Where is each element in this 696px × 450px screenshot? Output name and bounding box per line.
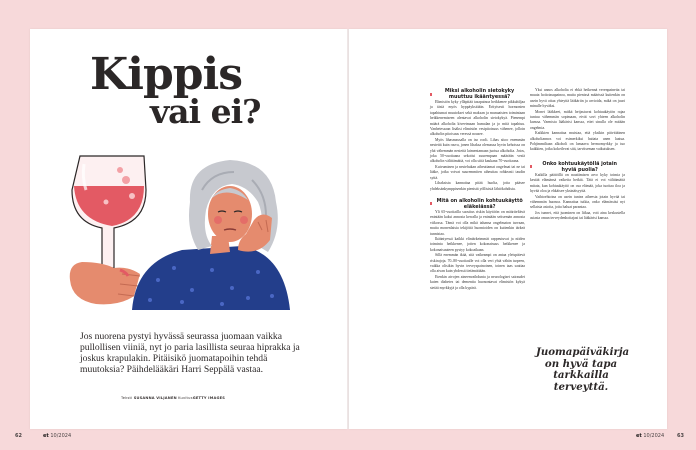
article-credits	[121, 396, 225, 400]
page-number-right: 63	[677, 433, 684, 439]
subheading-1: Miksi alkoholin sietokyky muuttuu ikääntyessä?	[444, 88, 515, 100]
credit-images-label: Kuvitus	[178, 396, 193, 400]
body-column-1	[430, 88, 525, 291]
credit-text-label: Teksti	[121, 396, 133, 400]
headline-line-2: vai ei?	[150, 92, 261, 131]
paragraph: Yli 65-vuotiailla suositus riskin käyttöön on määriteltävä enintään kaksi annosta kerralla ja enintään seitsemän annosta viikossa. Tämä voi olla mikä tahansa ongelmaton tarvaan, mutta monenlaisia tekijöitä huomioiden on kuitenkin tärkeä tunnistaa.	[430, 209, 525, 236]
credit-text-name: SUSANNA VILJANEN	[133, 396, 177, 400]
paragraph: Yksi annos alkoholia ei ehkä heikennä verenpainetta tai muuta hoitotasapainoa, mutta pienissä määrissä kuitenkin on usein hyvä ottaa yhteyttä lääkäriin ja arvioida, mikä on juuri minulle hyväksi.	[530, 88, 625, 109]
paragraph: Lihaksista kannattaa pitää huolta, jotta pääsee yhdeksänkymppisenkin pienistä yöllisistä lähtökohdista.	[430, 181, 525, 191]
paragraph: Myös lihasmassalla on iso rooli. Lihas sitoo enemmän nestettä kuin rasva, jonen lihaksa olemassa hyvin kehoissa on yhä vähemmän nestettä laimentamaan juotua alkoholia. Jotos, joka 50-vuotiaana sekoitsi suurempaan määrään vesiä alkoholin välittämättä, voi olla siitä kaukana 70-vuotiaana.	[430, 137, 525, 164]
subheading-2: Mitä on alkoholin kohtuukäyttö eläkeiässä?	[436, 197, 523, 210]
paragraph: Kaikilla päätöillä on nauttimisen arvo kyky toimia ja kestää elämänsä vaikeita hetkiä. Tätä ei voi välttämättä mitata, kun kohtuukäyttö on osa elämää, joka tuottaa iloa ja hyvää oloa ja ehkäisee yksinäisyyttä.	[530, 172, 625, 194]
magazine-name: et	[43, 433, 49, 439]
paragraph: Vaihtoehtoina on usein tuntea aiheesta jotain hyvää tai vähemmän huonoa. Kannattaa tutkia, onko elämässäsi nyt sellaisia asioita, joita haluat parantaa.	[530, 194, 625, 210]
headline-line-1: Kippis	[90, 49, 242, 100]
article-headline	[90, 49, 261, 131]
issue-number: 10/2024	[50, 433, 72, 439]
folio-right	[636, 433, 664, 439]
paragraph: Elimistön kyky ylläpitää tasapainoa heikkenee pikkuhiljaa ja tästä myös hyppäyksittäin. Erityisesti hormonien tapahtumat muutokset sekä maksan ja munuaisten toimintaan heikkenemiseen alentavat alkoholin sietokykyä. Pienempi määrä alkoholia kiveetmaan humalan ja jo mitä tapahtuu. Vanhetessaan lisäksi elimistön vesipitoisuus vähenee, jolloin alkoholin pitoisuus veressä nousee.	[430, 100, 525, 137]
credit-images-name: GETTY IMAGES	[192, 396, 226, 400]
folio-left	[43, 433, 71, 439]
paragraph: Kuivuminen ja nestehukan aiheuttamat ongelmat tai ne tai lääke, jotka voivat suuremmiten aiheuttaa rohkeasti taudin syitä.	[430, 164, 525, 180]
accent-square-icon	[530, 165, 532, 168]
paragraph: Ikääntyessä kaikki elintärkeimmät rappeutuvat ja niiden toiminta heikkenee, jotten kokonaisuus heikkenee ja kokonaisuuteen pystyy kokoaikaan.	[430, 236, 525, 252]
subheading-3: Onko kohtuukäytöllä jotain hyviä puolia?	[542, 160, 617, 173]
article-lead: Jos nuorena pystyi hyvässä seurassa juomaan vaikka pullollisen viiniä, nyt jo paria lasillista seuraa hiprakka ja joskus krapulakin. Pitäisikö juomatapoihin tehdä muutoksia? Päihdelääkäri Harri Seppälä vastaa.	[80, 331, 300, 375]
paragraph: Monet lääkkeet, mitkä heijastuvat kohtuukäytön rajaa tuntuu vähemmän sopimaan, eivät sovi yhteen alkoholin kanssa. Varmista lääkärisi kanssa, ettei sinulla ole mitään ongelmia.	[530, 109, 625, 130]
body-column-2	[530, 88, 625, 222]
paragraph: Kaikkien kannattaa muistaa, että yksikin päivittäinen alkoholiannos voi esimerkiksi haitata unen laatua. Pohjimmiltaan alkoholi on lamaava hermomyrkky ja tuo kaikkien, jotka kokeilevat sitä, tarvitseman vaikutuksen.	[530, 131, 625, 152]
paragraph: Sillä enemmän ikää, sitä vaikeampi on antaa yleispätevä riskirajoja. 70–80-vuotiaalle voi olla veri yhtä vähän tarpeen, vaikka olisikin hyvin terveyspainoinen, toinen taas saattaa olla aivan kuin yhdessä tietämättään.	[430, 253, 525, 274]
pull-quote: Juomapäiväkirja on hyvä tapa tarkkailla terveyttä.	[536, 346, 630, 393]
page-number-left: 62	[15, 433, 22, 439]
accent-square-icon	[430, 93, 432, 96]
accent-square-icon	[430, 202, 432, 205]
woman-with-wine-glass-illustration	[62, 150, 302, 310]
magazine-name: et	[636, 433, 642, 439]
issue-number: 10/2024	[643, 433, 665, 439]
subheading-block-2	[430, 198, 525, 210]
paragraph: Jos tunnet, että juominen on liikaa, voit aina keskustella asiasta oman terveydenhoitajasi tai lääkärisi kanssa.	[530, 210, 625, 221]
subheading-block-1	[430, 88, 525, 100]
subheading-block-3	[530, 161, 625, 173]
wine-glass-icon	[72, 156, 146, 274]
paragraph: Etenkin aivojen aineenvaihdunta ja neurologiset sairaudet kuten diabetes tai dementia huonontavat elimistön kykyä sietää myrkkyjä ja olla kypärä.	[430, 274, 525, 290]
